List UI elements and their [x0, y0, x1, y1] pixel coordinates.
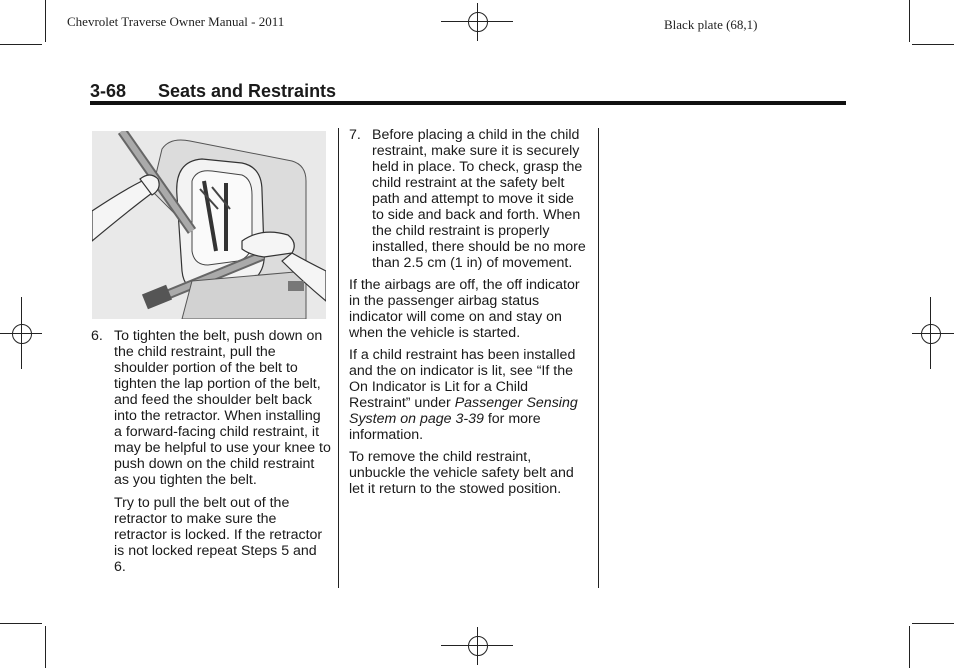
airbag-off-paragraph: If the airbags are off, the off indicator in the passenger airbag status indicator will come on and stay on when the vehicle is started. [349, 277, 580, 341]
manual-title: Chevrolet Traverse Owner Manual - 2011 [67, 14, 285, 29]
child-restraint-installation-icon [92, 131, 326, 319]
section-number: 3-68 [90, 81, 127, 101]
passenger-sensing-link[interactable]: Passenger Sensing System on page 3-39 [349, 395, 578, 427]
step-7-number: 7. [349, 127, 361, 143]
on-indicator-text-end: for more information. [349, 411, 541, 443]
step-6-followup: Try to pull the belt out of the retractor to make sure the retractor is locked. If the retractor is not locked repeat Steps 5 and 6. [114, 495, 323, 575]
section-title: Seats and Restraints [158, 81, 337, 101]
step-7-text: Before placing a child in the child restraint, make sure it is securely held in place. To check, grasp the child restraint at the safety belt path and attempt to move it side to side and back and forth. When the child restraint is properly installed, there should be no more than 2.5 cm (1 in) of movement. [372, 127, 586, 271]
section-rule [90, 101, 846, 105]
step-6-number: 6. [91, 328, 103, 344]
step-7 [349, 127, 589, 271]
middle-column [349, 127, 589, 497]
column-divider-left [338, 128, 339, 588]
on-indicator-text: If a child restraint has been installed and the on indicator is lit, see “If the On Indicator is Lit for a Child Restraint” under [349, 347, 576, 411]
child-restraint-illustration [92, 131, 326, 319]
column-divider-right [598, 128, 599, 588]
on-indicator-paragraph [349, 347, 589, 443]
left-column [91, 328, 331, 575]
step-6-text: To tighten the belt, push down on the child restraint, pull the shoulder portion of the belt to tighten the lap portion of the belt, and feed the shoulder belt back into the retractor. When installing a forward-facing child restraint, it may be helpful to use your knee to push down on the child restraint as you tighten the belt. [114, 328, 331, 488]
step-6 [91, 328, 331, 488]
remove-restraint-paragraph: To remove the child restraint, unbuckle the vehicle safety belt and let it return to the stowed position. [349, 449, 574, 497]
plate-label: Black plate (68,1) [664, 17, 758, 32]
